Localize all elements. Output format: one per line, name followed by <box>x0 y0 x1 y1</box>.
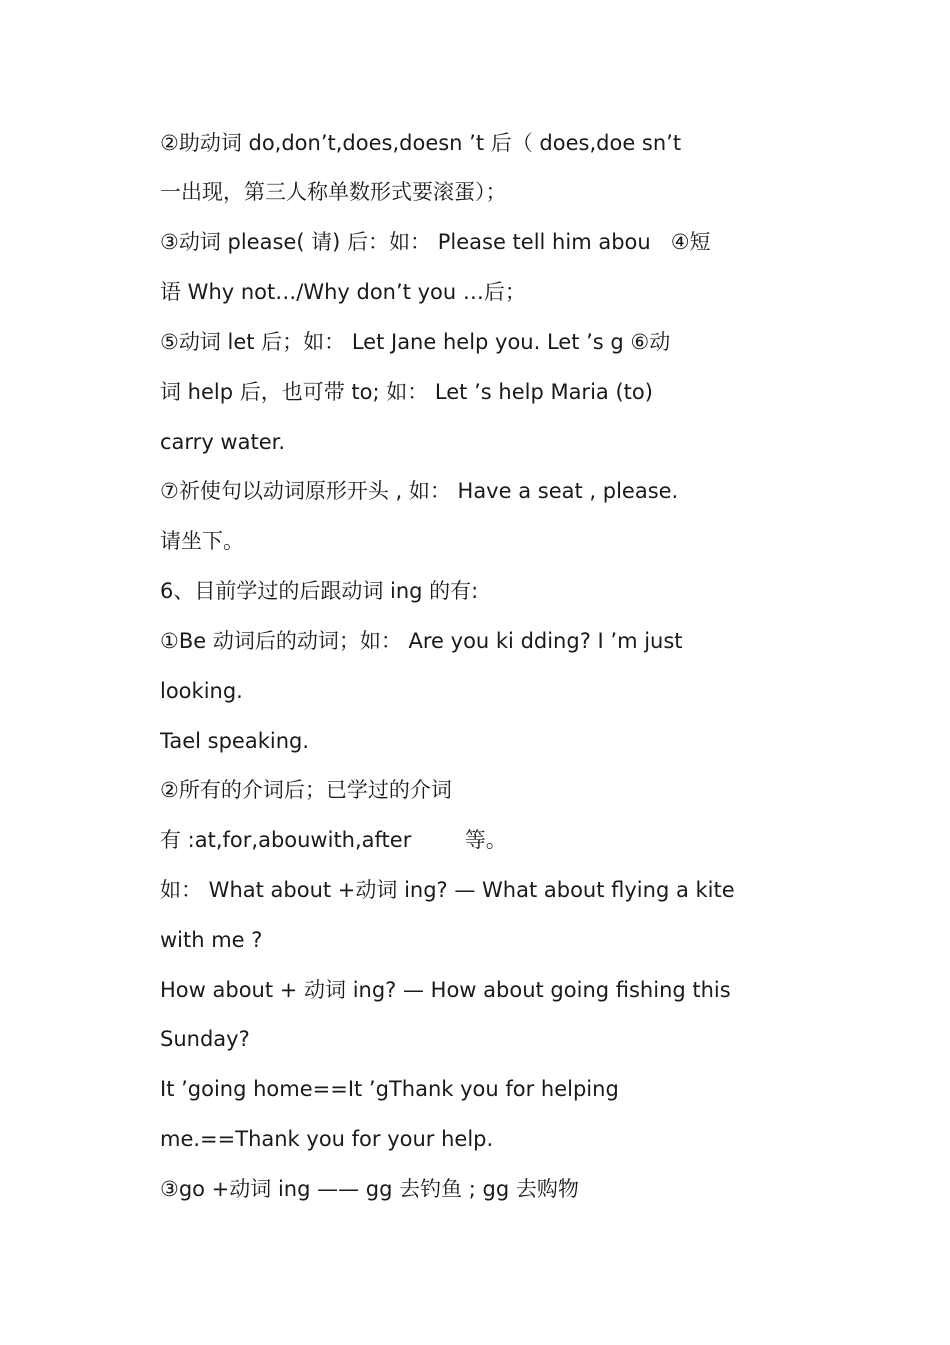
text-line: me.==Thank you for your help. <box>160 1127 494 1151</box>
text-line: ⑤动词 let 后；如： Let Jane help you. Let ’s g ⑥动 <box>160 330 671 354</box>
text-line: ②所有的介词后；已学过的介词 <box>160 778 452 802</box>
text-line: How about + 动词 ing? — How about going fishing this <box>160 978 731 1002</box>
text-line: carry water. <box>160 430 285 454</box>
text-line: ⑦祈使句以动词原形开头 , 如： Have a seat , please. <box>160 479 679 503</box>
text-line: ③动词 please( 请) 后：如： Please tell him abou ④短 <box>160 230 711 254</box>
text-line: with me ? <box>160 928 263 952</box>
text-line: Tael speaking. <box>160 729 310 753</box>
text-line: 如： What about +动词 ing? — What about flying a kite <box>160 878 735 902</box>
text-line: ①Be 动词后的动词；如： Are you ki dding? I ’m just <box>160 629 683 653</box>
text-line: looking. <box>160 679 243 703</box>
text-line: 词 help 后，也可带 to; 如： Let ’s help Maria (to) <box>160 380 653 404</box>
text-line: It ’going home==It ’gThank you for helping <box>160 1077 619 1101</box>
text-line: ③go +动词 ing —— gg 去钓鱼 ; gg 去购物 <box>160 1177 579 1201</box>
text-line: 一出现，第三人称单数形式要滚蛋）； <box>160 180 507 204</box>
text-line: 请坐下。 <box>160 529 244 553</box>
text-line: 有 :at,for,abouwith,after 等。 <box>160 828 507 852</box>
text-line: 6、目前学过的后跟动词 ing 的有: <box>160 579 479 603</box>
text-line: 语 Why not…/Why don’t you …后； <box>160 280 526 304</box>
text-line: ②助动词 do,don’t,does,doesn ’t 后（ does,doe sn’t <box>160 131 682 155</box>
text-line: Sunday? <box>160 1027 250 1051</box>
